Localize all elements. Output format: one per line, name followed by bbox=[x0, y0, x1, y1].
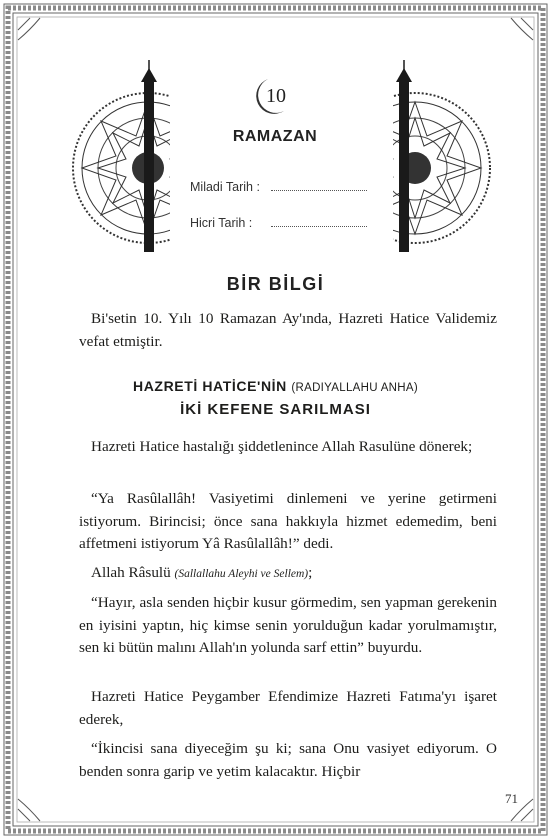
article-heading-line1 bbox=[60, 378, 491, 394]
paragraph-3-note: (Sallallahu Aleyhi ve Sellem) bbox=[174, 568, 309, 580]
paragraph-2: “Ya Rasûlallâh! Vasiyetimi dinlemeni ve yerine getirmeni istiyorum. Birincisi; önce sana hakkıyla hizmet edemedim, beni affetmeni istiyorum Yâ Rasûlallâh!” dedi. bbox=[79, 490, 497, 552]
article-heading-note: (RADIYALLAHU ANHA) bbox=[291, 382, 418, 394]
info-title: BİR BİLGİ bbox=[226, 274, 325, 294]
paragraph-5: Hazreti Hatice Peygamber Efendimize Hazreti Fatıma'yı işaret ederek, bbox=[79, 688, 497, 728]
right-minaret-rosette-ornament bbox=[393, 60, 503, 260]
article-heading-main: HAZRETİ HATİCE'NİN bbox=[133, 378, 287, 394]
page-number: 71 bbox=[505, 791, 518, 806]
paragraph-1: Hazreti Hatice hastalığı şiddetlenince Allah Rasulüne dönerek; bbox=[91, 438, 473, 455]
day-badge bbox=[250, 75, 302, 115]
info-paragraph: Bi'setin 10. Yılı 10 Ramazan Ay'ında, Hazreti Hatice Validemiz vefat etmiştir. bbox=[79, 310, 497, 350]
paragraph-6: “İkincisi sana diyeceğim şu ki; sana Onu vasiyet ediyorum. O benden sonra garip ve yetim kalacaktır. Hiçbir bbox=[79, 740, 497, 780]
article-heading-line2: İKİ KEFENE SARILMASI bbox=[180, 401, 371, 418]
paragraph-3-text: Allah Râsulü bbox=[91, 564, 175, 581]
paragraph-3-end: ; bbox=[308, 564, 313, 581]
paragraph-3 bbox=[79, 562, 497, 586]
left-minaret-rosette-ornament bbox=[60, 60, 170, 260]
miladi-date-label: Miladi Tarih : bbox=[190, 180, 260, 194]
hicri-date-blank bbox=[271, 216, 367, 227]
paragraph-4: “Hayır, asla senden hiçbir kusur görmedim, sen yapman gerekenin en iyisini yaptın, hiç kimse senin yorulduğun kadar yorulmamıştır, sen ki bütün malını Allah'ın yolunda sarf ettin” buyurdu. bbox=[79, 594, 497, 656]
hicri-date-label: Hicri Tarih : bbox=[190, 216, 253, 230]
day-number: 10 bbox=[266, 85, 286, 107]
hicri-date-field bbox=[190, 216, 370, 230]
month-title: RAMAZAN bbox=[232, 128, 318, 145]
miladi-date-field bbox=[190, 180, 370, 194]
miladi-date-blank bbox=[271, 180, 367, 191]
